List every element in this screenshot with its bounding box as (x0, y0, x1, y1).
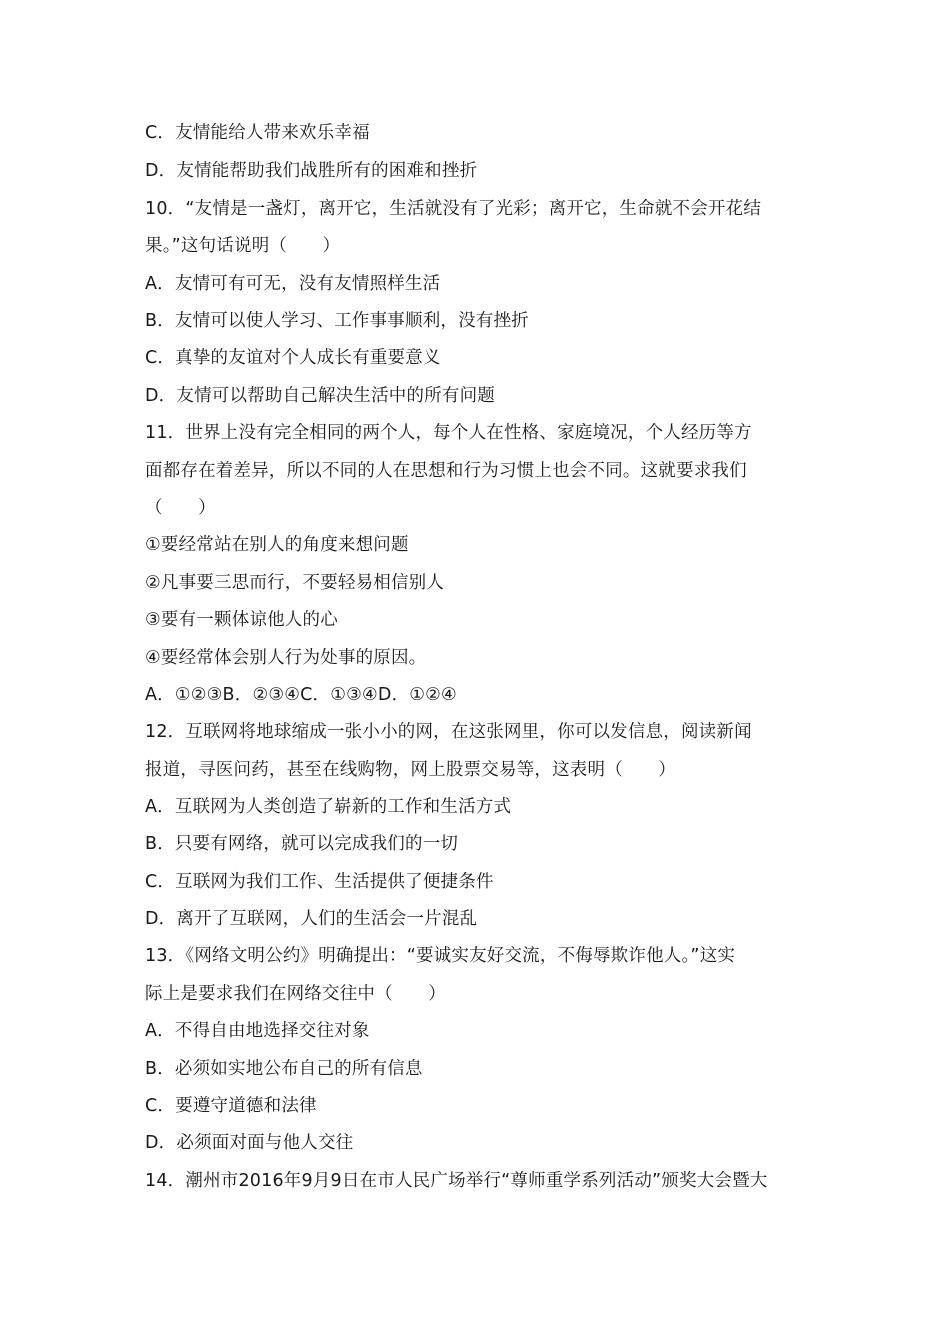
question-11-stem-line-3: （ ） (145, 498, 216, 518)
options-q11: A．①②③B．②③④C．①③④D．①②④ (145, 685, 457, 705)
option-c-q13: C．要遵守道德和法律 (145, 1096, 317, 1116)
option-b-q12: B．只要有网络，就可以完成我们的一切 (145, 834, 459, 854)
option-a-q10: A．友情可有可无，没有友情照样生活 (145, 274, 441, 294)
option-d-q9: D．友情能帮助我们战胜所有的困难和挫折 (145, 161, 478, 181)
option-a-q13: A．不得自由地选择交往对象 (145, 1021, 370, 1041)
statement-2-q11: ②凡事要三思而行，不要轻易相信别人 (145, 573, 445, 593)
statement-1-q11: ①要经常站在别人的角度来想问题 (145, 535, 409, 555)
statement-3-q11: ③要有一颗体谅他人的心 (145, 610, 338, 630)
question-14-stem-line-1: 14．潮州市2016年9月9日在市人民广场举行“尊师重学系列活动”颁奖大会暨大 (145, 1171, 768, 1191)
option-b-q13: B．必须如实地公布自己的所有信息 (145, 1059, 423, 1079)
option-b-q10: B．友情可以使人学习、工作事事顺利，没有挫折 (145, 311, 529, 331)
option-c-q10: C．真挚的友谊对个人成长有重要意义 (145, 348, 441, 368)
option-d-q10: D．友情可以帮助自己解决生活中的所有问题 (145, 386, 495, 406)
question-12-stem-line-1: 12．互联网将地球缩成一张小小的网，在这张网里，你可以发信息，阅读新闻 (145, 722, 752, 742)
question-12-stem-line-2: 报道，寻医问药，甚至在线购物，网上股票交易等，这表明（ ） (145, 760, 676, 780)
statement-4-q11: ④要经常体会别人行为处事的原因。 (145, 648, 427, 668)
question-13-stem-line-2: 际上是要求我们在网络交往中（ ） (145, 984, 446, 1004)
question-13-stem-line-1: 13．《网络文明公约》明确提出：“要诚实友好交流，不侮辱欺诈他人。”这实 (145, 946, 736, 966)
option-c-q12: C．互联网为我们工作、生活提供了便捷条件 (145, 872, 494, 892)
question-11-stem-line-1: 11．世界上没有完全相同的两个人，每个人在性格、家庭境况，个人经历等方 (145, 423, 752, 443)
question-10-stem-line-1: 10．“友情是一盏灯，离开它，生活就没有了光彩；离开它，生命就不会开花结 (145, 199, 762, 219)
option-d-q12: D．离开了互联网，人们的生活会一片混乱 (145, 909, 478, 929)
option-c-q9: C．友情能给人带来欢乐幸福 (145, 123, 370, 143)
option-a-q12: A．互联网为人类创造了崭新的工作和生活方式 (145, 797, 512, 817)
option-d-q13: D．必须面对面与他人交往 (145, 1133, 354, 1153)
question-10-stem-line-2: 果。”这句话说明（ ） (145, 236, 341, 256)
question-11-stem-line-2: 面都存在着差异，所以不同的人在思想和行为习惯上也会不同。这就要求我们 (145, 461, 747, 481)
